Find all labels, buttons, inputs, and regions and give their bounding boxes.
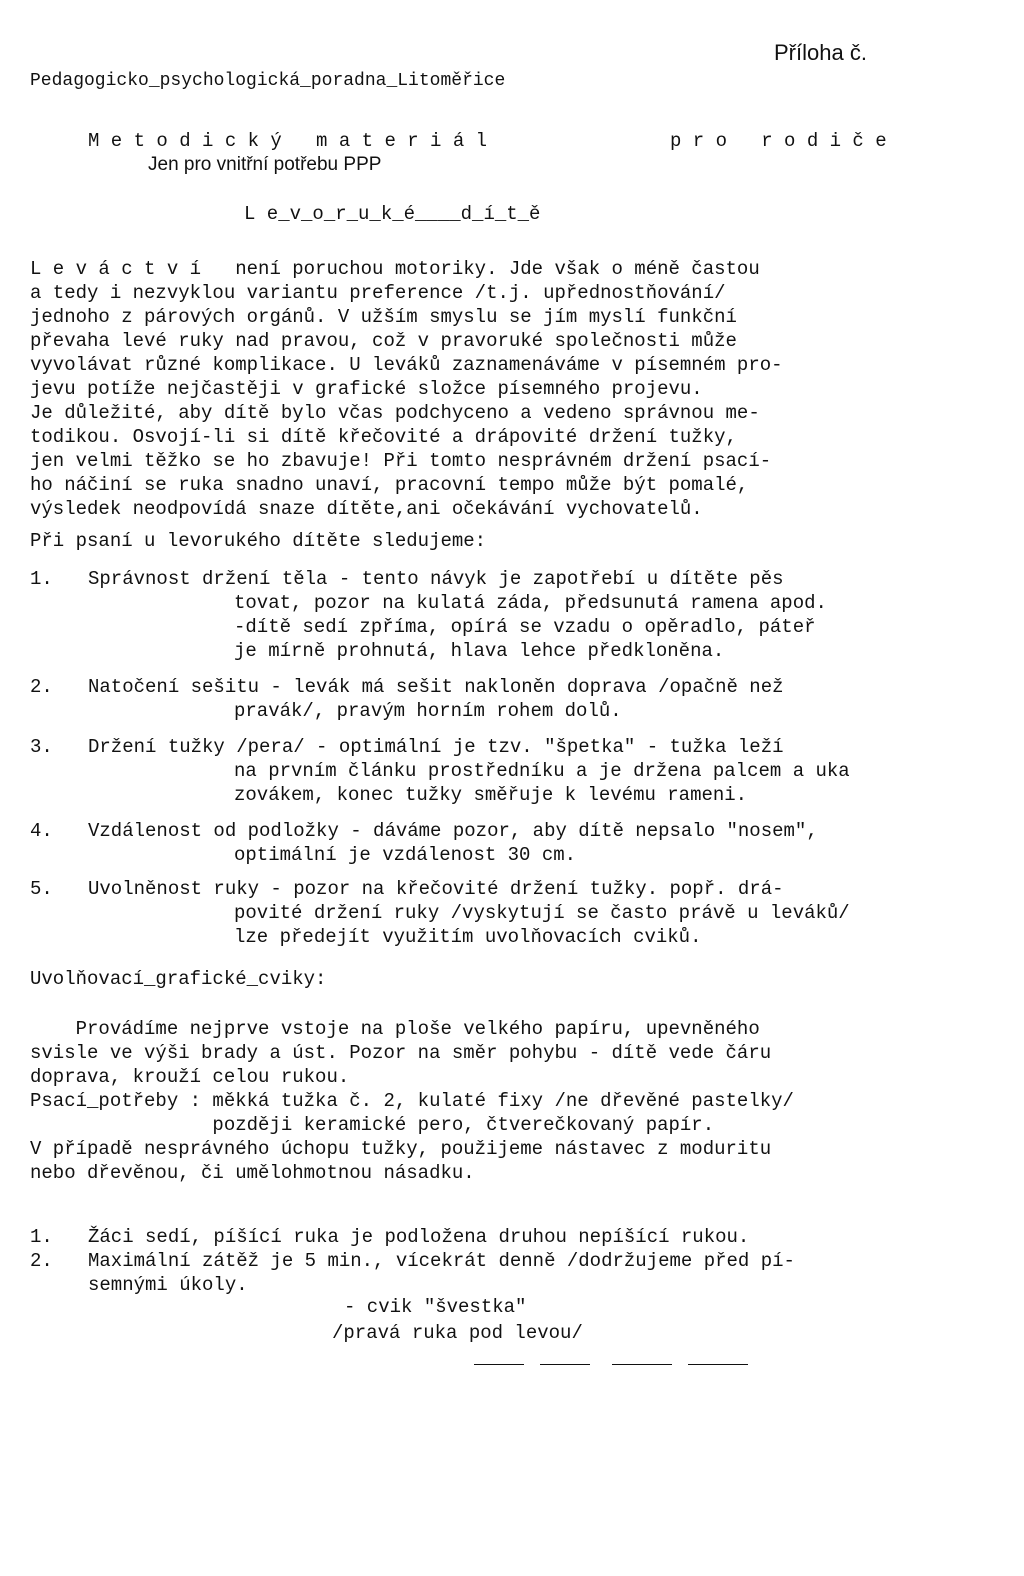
exercise-hint: /pravá ruka pod levou/ [332, 1322, 583, 1344]
exercises-line: doprava, krouží celou rukou. [30, 1066, 350, 1088]
list-item-line: povité držení ruky /vyskytují se často právě u leváků/ [234, 902, 850, 924]
exercises-line: V případě nesprávného úchopu tužky, použijeme nástavec z moduritu [30, 1138, 772, 1160]
list-number: 1. [30, 568, 53, 590]
list-item-line: je mírně prohnutá, hlava lehce předkloněna. [234, 640, 725, 662]
intro-line: výsledek neodpovídá snaze dítěte,ani očekávání vychovatelů. [30, 498, 703, 520]
list-item-line: Držení tužky /pera/ - optimální je tzv. "špetka" - tužka leží [88, 736, 784, 758]
list-item-line: -dítě sedí zpříma, opírá se vzadu o opěradlo, páteř [234, 616, 816, 638]
list-item-line: pravák/, pravým horním rohem dolů. [234, 700, 622, 722]
list-item-line: na prvním článku prostředníku a je držena palcem a uka [234, 760, 850, 782]
intro-line: vyvolávat různé komplikace. U leváků zaznamenáváme v písemném pro- [30, 354, 783, 376]
list-number: 1. [30, 1226, 53, 1248]
list-item-line: semnými úkoly. [88, 1274, 248, 1296]
list-item-line: Žáci sedí, píšící ruka je podložena druhou nepíšící rukou. [88, 1226, 750, 1248]
institution-name: Pedagogicko_psychologická_poradna_Litoměřice [30, 71, 506, 91]
intro-line: převaha levé ruky nad pravou, což v pravoruké společnosti může [30, 330, 737, 352]
intro-line: jen velmi těžko se ho zbavuje! Při tomto nesprávném držení psací- [30, 450, 772, 472]
list-item-line: tovat, pozor na kulatá záda, předsunutá ramena apod. [234, 592, 827, 614]
list-item-line: optimální je vzdálenost 30 cm. [234, 844, 577, 866]
exercises-line: nebo dřevěnou, či umělohmotnou násadku. [30, 1162, 475, 1184]
writing-heading: Při psaní u levorukého dítěte sledujeme: [30, 530, 487, 552]
list-number: 3. [30, 736, 53, 758]
exercises-line: svisle ve výši brady a úst. Pozor na směr pohybu - dítě vede čáru [30, 1042, 772, 1064]
intro-line: ho náčiní se ruka snadno unaví, pracovní tempo může být pomalé, [30, 474, 749, 496]
divider [612, 1364, 672, 1365]
document-title: M e t o d i c k ý m a t e r i á l [88, 130, 488, 152]
divider [688, 1364, 748, 1365]
intro-line: jednoho z párových orgánů. V užším smyslu se jím myslí funkční [30, 306, 737, 328]
list-item-line: lze předejít využitím uvolňovacích cviků. [234, 926, 702, 948]
list-number: 5. [30, 878, 53, 900]
list-item-line: Uvolněnost ruky - pozor na křečovité držení tužky. popř. drá- [88, 878, 784, 900]
intro-line: jevu potíže nejčastěji v grafické složce písemného projevu. [30, 378, 703, 400]
exercise-name: - cvik "švestka" [344, 1296, 527, 1318]
list-item-line: Natočení sešitu - levák má sešit nakloněn doprava /opačně než [88, 676, 784, 698]
attachment-label: Příloha č. [774, 40, 867, 65]
document-title-audience: p r o r o d i č e [670, 130, 887, 152]
list-number: 2. [30, 1250, 53, 1272]
list-item-line: Správnost držení těla - tento návyk je zapotřebí u dítěte pěs [88, 568, 784, 590]
list-number: 4. [30, 820, 53, 842]
list-item-line: Vzdálenost od podložky - dáváme pozor, aby dítě nepsalo "nosem", [88, 820, 818, 842]
exercises-line: Provádíme nejprve vstoje na ploše velkého papíru, upevněného [30, 1018, 760, 1040]
divider [474, 1364, 524, 1365]
divider [540, 1364, 590, 1365]
internal-note: Jen pro vnitřní potřebu PPP [148, 154, 382, 175]
intro-line: a tedy i nezvyklou variantu preference /t.j. upřednostňování/ [30, 282, 726, 304]
intro-line: todikou. Osvojí-li si dítě křečovité a drápovité držení tužky, [30, 426, 737, 448]
intro-line: Je důležité, aby dítě bylo včas podchyceno a vedeno správnou me- [30, 402, 760, 424]
list-item-line: zovákem, konec tužky směřuje k levému rameni. [234, 784, 748, 806]
exercises-line: později keramické pero, čtverečkovaný papír. [30, 1114, 715, 1136]
exercises-line: Psací_potřeby : měkká tužka č. 2, kulaté fixy /ne dřevěné pastelky/ [30, 1090, 794, 1112]
document-subtitle: L e_v_o_r_u_k_é____d_í_t_ě [244, 203, 541, 225]
list-number: 2. [30, 676, 53, 698]
intro-line: L e v á c t v í není poruchou motoriky. Jde však o méně častou [30, 258, 760, 280]
exercises-heading: Uvolňovací_grafické_cviky: [30, 968, 327, 990]
list-item-line: Maximální zátěž je 5 min., vícekrát denně /dodržujeme před pí- [88, 1250, 795, 1272]
